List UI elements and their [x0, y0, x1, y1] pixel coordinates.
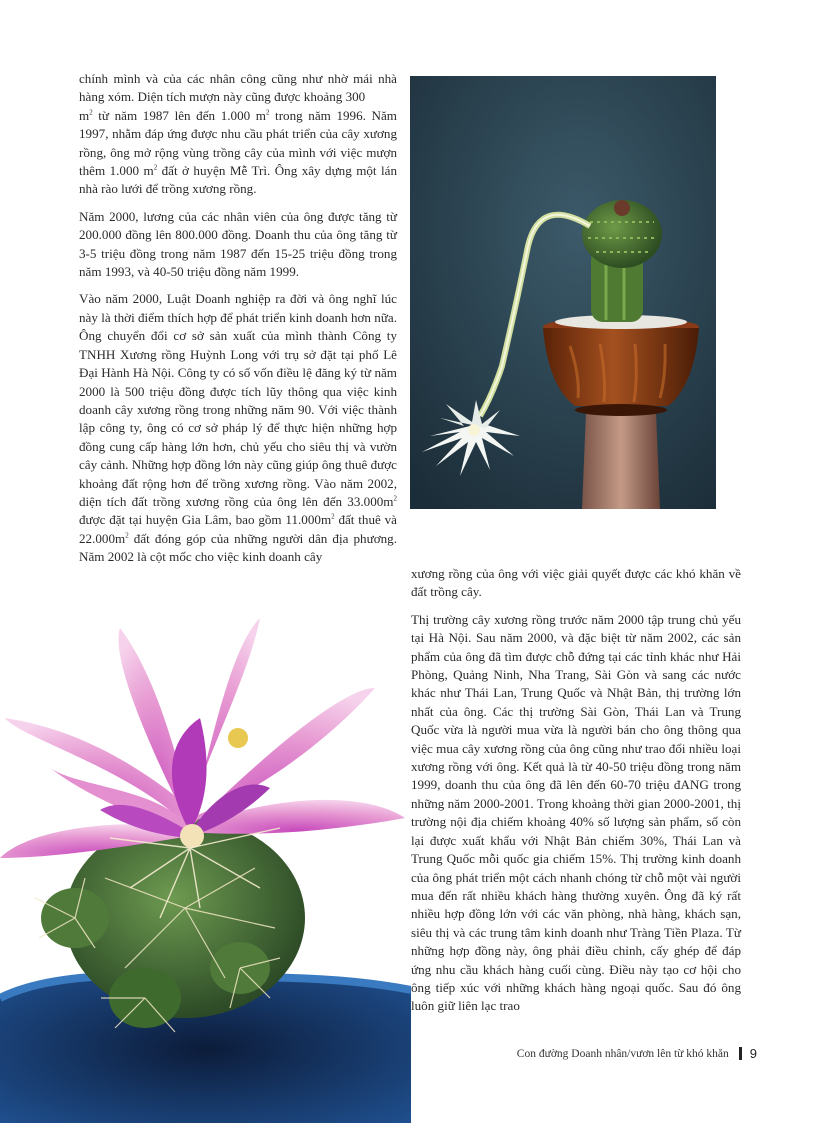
paragraph-market: Thị trường cây xương rồng trước năm 2000 tập trung chủ yếu tại Hà Nội. Sau năm 2000, và đặc biệt từ năm 2002, các sản phẩm của ông đã tìm được chỗ đứng tại các tỉnh khác như Hải Phòng, Quảng Ninh, Nha Trang, Sài Gòn và sang các nước khác như Thái Lan, Trung Quốc và Nhật Bản, thị trường lớn nhất của ông. Các thị trường Sài Gòn, Thái Lan và Trung Quốc vừa là người mua vừa là người bán cho ông thông qua việc mua cây xương rồng của ông cũng như trao đổi nhiều loại xương rồng với ông. Kết quả là từ 40-50 triệu đồng trong năm 1999, doanh thu của ông đã lên đến 60-70 triệu đANG trong những năm 2000-2001. Trong khoảng thời gian 2000-2001, thị trường nội địa chiếm khoảng 40% số lượng sản phẩm, số còn lại được xuất khẩu với Nhật Bản chiếm 30%, Thái Lan và Trung Quốc mỗi quốc gia chiếm 15%. Thị trường kinh doanh của ông phát triển một cách nhanh chóng từ chỗ một vài người mua đến rất nhiều khách hàng thường xuyên. Ông đã ký rất nhiều hợp đồng lớn với các văn phòng, nhà hàng, khách sạn, siêu thị và các trung tâm kinh doanh như Tràng Tiền Plaza. Từ những hợp đồng này, ông phải điều chỉnh, cấy ghép để đáp ứng nhu cầu khách hàng cuối cùng. Điều này tạo cơ hội cho ông tiếp xúc với những khách hàng ngoại quốc. Sau đó ông luôn giữ liên lạc trao — [411, 611, 741, 1014]
pink-cactus-flower-closeup-icon — [0, 618, 411, 1123]
paragraph-continuation: xương rồng của ông với việc giải quyết được các khó khăn về đất trồng cây. — [411, 566, 741, 600]
cactus-pot-photo — [410, 76, 716, 509]
paragraph-company-founding: Vào năm 2000, Luật Doanh nghiệp ra đời và ông nghĩ lúc này là thời điểm thích hợp để phát triển kinh doanh hơn nữa. Ông chuyển đổi cơ sở sản xuất của mình thành Công ty TNHH Xương rồng Huỳnh Long với trụ sở đặt tại phố Lê Đại Hành Hà Nội. Công ty có số vốn điều lệ đăng ký từ năm 2000 là 500 triệu đồng được tích lũy thông qua việc kinh doanh cây xương rồng trong những năm 90. Với việc thành lập công ty, ông có cơ sở pháp lý để thực hiện những hợp đồng cung cấp hàng lớn hơn, chủ yếu cho siêu thị và vườn cây cảnh. Những hợp đồng lớn này cũng giúp ông thuê được khoảng đất rộng hơn để trồng xương rồng. Vào năm 2002, diện tích đất trồng xương rồng của ông lên đến $33.000m^2$ được đặt tại huyện Gia Lâm, bao gồm $11.000m^2$ đất thuê và $22.000m^2$ đất đóng góp của những người dân địa phương. Năm 2002 là cột mốc cho việc kinh doanh cây — [79, 291, 397, 565]
article-right-column — [411, 565, 741, 1025]
pink-cactus-flower-photo — [0, 618, 411, 1123]
running-title: Con đường Doanh nhân/vươn lên từ khó khăn — [516, 1047, 729, 1060]
paragraph-land-lease: chính mình và của các nhân công cũng như nhờ mái nhà hàng xóm. Diện tích mượn này cũng được khoảng 300 $m^2$ từ năm 1987 lên đến 1.000 $m^2$ trong năm 1996. Năm 1997, nhằm đáp ứng được nhu cầu phát triển của cây xương rồng, ông mở rộng vùng trồng cây của mình với việc mượn thêm 1.000 $m^2$ đất ở huyện Mễ Trì. Ông xây dựng một lán nhà rào lưới để trồng xương rồng. — [79, 71, 397, 197]
article-left-column — [79, 70, 397, 576]
paragraph-salary-revenue: Năm 2000, lương của các nhân viên của ông được tăng từ 200.000 đồng lên 800.000 đồng. Doanh thu của ông tăng từ 3-5 triệu đồng trong năm 1987 đến 15-25 triệu đồng trong năm 1993, và 40-50 triệu đồng năm 1999. — [79, 208, 397, 280]
page-footer — [517, 1046, 757, 1061]
footer-divider — [739, 1047, 742, 1060]
page-number: 9 — [749, 1046, 757, 1061]
flowering-cactus-in-terracotta-pot-icon — [410, 76, 716, 509]
